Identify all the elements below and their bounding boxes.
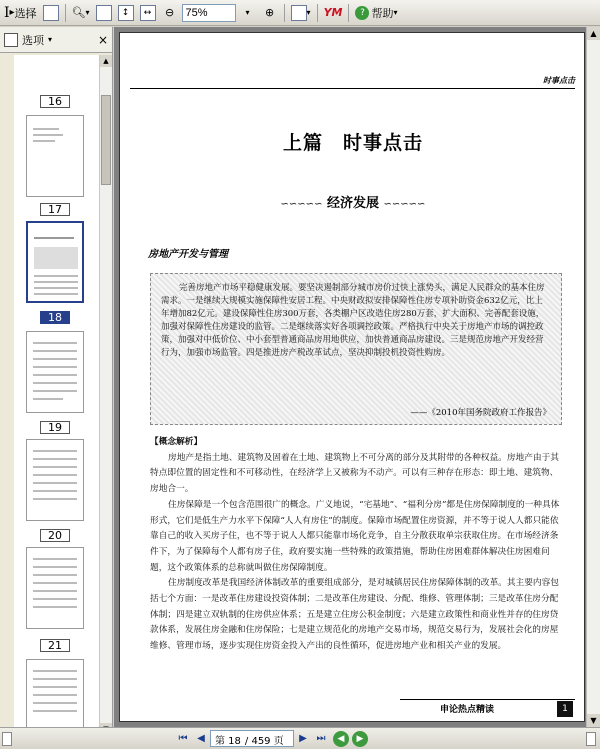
actual-size-button[interactable]: [94, 2, 114, 24]
document-page: [119, 32, 585, 722]
thumb-label-20[interactable]: 20: [40, 529, 70, 542]
help-button[interactable]: [353, 2, 399, 24]
fit-page-button[interactable]: [116, 2, 136, 24]
thumb-label-21[interactable]: 21: [40, 639, 70, 652]
thumb-label-19[interactable]: 19: [40, 421, 70, 434]
thumbnail-page-21[interactable]: [26, 547, 84, 629]
zoom-dropdown-button[interactable]: [238, 2, 258, 24]
scroll-up-icon[interactable]: ▲: [587, 27, 600, 40]
first-page-button[interactable]: ⏮: [178, 732, 188, 744]
paragraph-1: 房地产是指土地、建筑物及固着在土地、建筑物上不可分离的部分及其附带的各种权益。房地产由于其特点即位置的固定性和不可移动性，在经济学上又被称为不动产。可以有三种存在形态：即土地、建筑物、房地合一。: [150, 452, 559, 495]
running-head-text: 时事点击: [543, 76, 575, 85]
paragraph-3: 住房制度改革是我国经济体制改革的重要组成部分，是对城镇居民住房保障体制的改革。其主要内容包括七个方面：一是改革住房建设投资体制；二是改革住房建设、分配、维修、管理体制；三是改革住房分配体制；四是建立双轨制的住房供应体系；五是建立住房公积金制度；六是建立政策性和商业性并存的住房贷款体系，发展住房金融和住房保险；七是建立规范化的房地产交易市场，规范交易行为，发展社会化的房屋维修、管理市场，逐步实现住房资金投入产出的良性循环，促进房地产业和相关产业的发展。: [150, 578, 559, 652]
body-text: [150, 435, 564, 655]
thumbnail-page-17[interactable]: [26, 115, 84, 197]
chevron-down-icon: ▾: [393, 8, 398, 17]
separator: [65, 4, 66, 22]
separator: [284, 4, 285, 22]
subsection-title: 房地产开发与管理: [148, 249, 228, 260]
snapshot-button[interactable]: [41, 2, 61, 24]
navigation-bar: [0, 727, 600, 749]
page-number-field[interactable]: [210, 730, 294, 747]
main-toolbar: [0, 0, 600, 26]
arrow-icon: ▸: [9, 7, 15, 18]
brand-button[interactable]: [322, 2, 345, 24]
zoom-input[interactable]: [182, 4, 236, 22]
footer-title: 申论热点精读: [440, 705, 495, 715]
separator: [348, 4, 349, 22]
zoom-tool-button[interactable]: [70, 2, 92, 24]
page-icon: [96, 5, 112, 21]
thumb-label-16[interactable]: 16: [40, 95, 70, 108]
left-resize-icon[interactable]: [2, 732, 12, 746]
section-title-text: 经济发展: [326, 196, 379, 211]
running-header: [130, 76, 575, 89]
page-footer: [400, 699, 575, 717]
scroll-down-icon[interactable]: ▼: [587, 714, 600, 727]
fit-width-button[interactable]: [138, 2, 158, 24]
brand-logo: YM: [323, 6, 343, 19]
chevron-down-icon: ▾: [245, 8, 250, 17]
chapter-title: 上篇 时事点击: [282, 132, 423, 154]
document-viewer[interactable]: [114, 27, 600, 727]
page-layout-icon: [291, 5, 307, 21]
zoom-in-button[interactable]: [260, 2, 280, 24]
go-back-icon[interactable]: ◀: [333, 731, 349, 747]
current-page: 第 18: [215, 736, 241, 747]
plus-circle-icon: ⊕: [264, 6, 275, 19]
chevron-down-icon: ▾: [85, 8, 90, 17]
thumbnail-panel-icon: [4, 33, 18, 47]
options-menu[interactable]: 选项: [22, 33, 44, 47]
thumb-label-17[interactable]: 17: [40, 203, 70, 216]
thumbnail-page-18[interactable]: [26, 221, 84, 303]
go-forward-icon[interactable]: ▶: [352, 731, 368, 747]
previous-page-button[interactable]: ◀: [197, 732, 205, 744]
thumbnail-sidebar: [0, 27, 113, 727]
quote-box: [150, 273, 562, 425]
sidebar-scrollbar[interactable]: [99, 55, 112, 735]
select-label: 选择: [14, 6, 37, 20]
camera-icon: [43, 5, 59, 21]
magnifier-icon: 🔍︎: [71, 6, 86, 19]
quote-source: ——《2010年国务院政府工作报告》: [410, 408, 551, 418]
right-resize-icon[interactable]: [586, 732, 596, 746]
next-page-button[interactable]: ▶: [299, 732, 307, 744]
sidebar-header: [0, 27, 112, 53]
text-cursor-icon: I: [4, 4, 10, 21]
select-tool-button[interactable]: [2, 2, 39, 24]
help-icon: ?: [355, 6, 369, 20]
paragraph-2: 住房保障是一个包含范围很广的概念。广义地说，“宅基地”、“福利分房”都是住房保障制度的一种具体形式，它们是低生产力水平下保障“人人有房住”的制度。保障市场配置住房资源，并不等于说人人都只能依靠自己的收入买房子住，也不等于说人人都只能靠市场化竞争，自主分散获取单宗获取住房。在市场经济条件下，为了保障每个人都有房子住，政府要实施一些特殊的政策措施，帮助住房困难群体解决住房困难问题，这个政策体系的总称就叫做住房保障制度。: [150, 499, 560, 573]
wave-decoration-left: ∽∽∽∽∽: [280, 199, 323, 210]
wave-decoration-right: ∽∽∽∽∽: [383, 199, 426, 210]
thumbnail-page-19[interactable]: [26, 331, 84, 413]
thumbnail-list[interactable]: [14, 55, 100, 735]
fit-page-icon: ↕: [118, 5, 134, 21]
thumbnail-page-20[interactable]: [26, 439, 84, 521]
concept-label: 【概念解析】: [150, 437, 203, 447]
help-label: 帮助: [371, 6, 394, 20]
thumbnail-page-22[interactable]: [26, 659, 84, 735]
separator: [317, 4, 318, 22]
fit-width-icon: ↔: [140, 5, 156, 21]
chevron-down-icon: ▾: [48, 35, 53, 44]
last-page-button[interactable]: ⏭: [316, 732, 326, 744]
quote-text: 完善房地产市场平稳健康发展。要坚决遏制部分城市房价过快上涨势头，满足人民群众的基本住房需求。一是继续大规模实施保障性安居工程。中央财政拟安排保障性住房专项补助资金632亿元，比上年增加82亿元。建设保障性住房300万套，各类棚户区改造住房280万套，扩大面积、完善配套设施，加强对保障性住房建设的监管。二是继续落实好各项调控政策。严格执行中央关于房地产市场的调控政策，加强对中低价位、中小套型普通商品房用地供应，加快普通商品房建设。三是规范房地产开发经营行为，加强市场监管。四是推进房产税改革试点，坚决抑制投机投资性购房。: [161, 283, 545, 358]
zoom-out-button[interactable]: [160, 2, 180, 24]
chevron-down-icon: ▾: [306, 8, 311, 17]
page-layout-button[interactable]: [289, 2, 313, 24]
section-title: [120, 192, 586, 211]
sidebar-scroll-thumb[interactable]: [101, 95, 111, 185]
minus-circle-icon: ⊖: [164, 6, 175, 19]
close-icon[interactable]: ×: [97, 32, 108, 47]
document-scrollbar[interactable]: [586, 27, 600, 727]
thumb-label-18[interactable]: 18: [40, 311, 70, 324]
total-pages: / 459 页: [244, 736, 284, 747]
footer-page-number: 1: [557, 701, 573, 717]
scroll-up-icon[interactable]: ▲: [100, 55, 112, 67]
